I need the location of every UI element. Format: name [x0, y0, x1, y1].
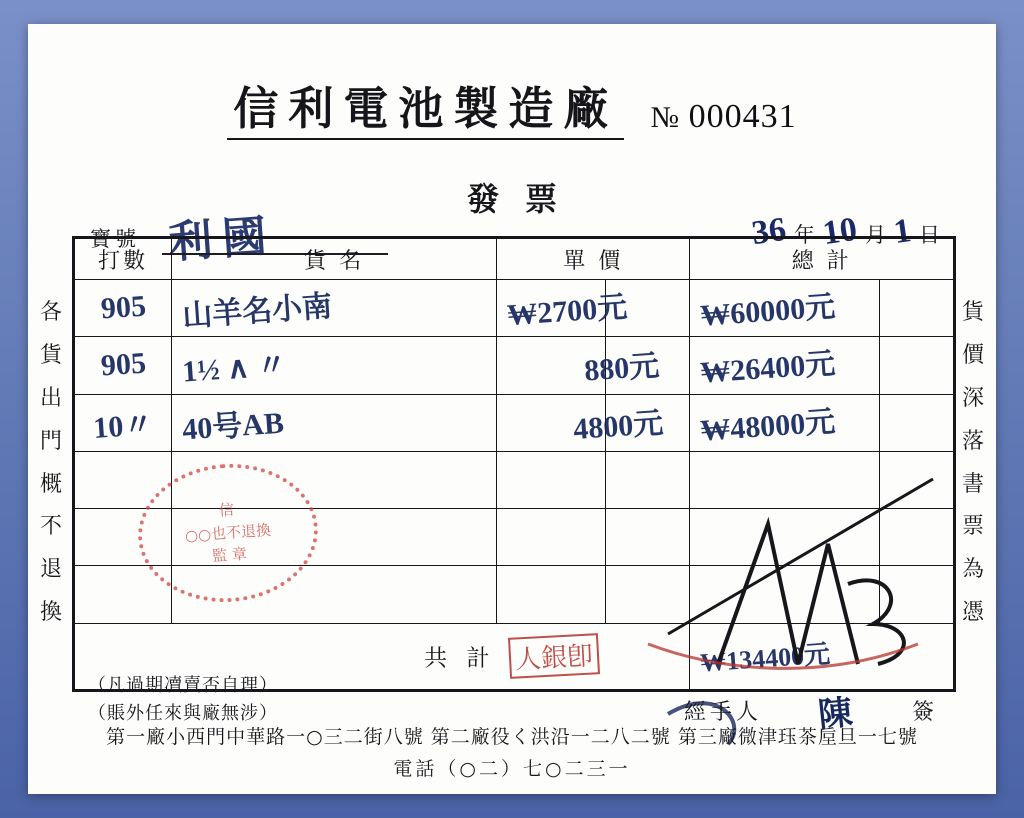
cell-qty: 905: [99, 289, 147, 326]
date-year-unit: 年: [794, 223, 815, 247]
date-day-value: 1: [891, 212, 914, 252]
cell-qty: 905: [99, 346, 147, 383]
date-day-unit: 日: [919, 223, 940, 247]
total-value: ₩134400元: [699, 639, 832, 678]
customer-name-handwritten: 利國: [166, 210, 278, 269]
cell-total: ₩48000元: [699, 404, 837, 448]
seal-line-1: 信: [218, 500, 235, 520]
date-month-unit: 月: [865, 223, 886, 247]
address-line: 第一廠小西門中華路一○三二街八號 第二廠役く洪沿一二八二號 第三廠微津珏茶垕旦一七號: [106, 726, 918, 748]
invoice-number-value: 000431: [688, 97, 797, 135]
phone-line: 電話（○二）七○二三一: [393, 758, 631, 780]
document-type: 發票: [466, 180, 583, 218]
table-row: [75, 337, 954, 394]
total-stamp: 人銀卽: [508, 633, 600, 679]
handler-label: 經手人: [683, 700, 762, 725]
cell-total: ₩60000元: [699, 290, 837, 333]
side-note-right: 貨 價 深 落 書 票 為 憑: [961, 300, 984, 626]
total-label: 共 計: [424, 645, 496, 672]
date-year-value: 36: [749, 210, 789, 253]
table-row: [75, 280, 954, 337]
column-header-total: 總 計: [690, 239, 954, 280]
seal-line-3: 監 章: [211, 545, 248, 566]
cell-price: 4800元: [572, 406, 665, 446]
customer-label: 寶號: [90, 227, 140, 251]
footer-note-2: （賬外任來與廠無涉）: [88, 702, 278, 724]
cell-price: ₩2700元: [506, 290, 629, 333]
date-month-value: 10: [820, 210, 860, 253]
column-header-price: 單 價: [496, 239, 690, 280]
footer-notes: [88, 672, 278, 728]
table-row: [75, 566, 954, 623]
cell-name: 40号AB: [181, 406, 286, 447]
cell-price: 880元: [583, 349, 661, 388]
sign-label: 簽: [911, 700, 938, 725]
side-note-left: 各 貨 出 門 概 不 退 換: [39, 300, 62, 626]
company-title: 信利電池製造廠: [227, 84, 624, 140]
cell-qty: 10〃: [92, 407, 155, 445]
title-row: [28, 84, 996, 140]
invoice-paper: [28, 24, 996, 794]
invoice-number: [650, 98, 796, 140]
table-row: [75, 394, 954, 451]
table-header-row: [75, 239, 954, 280]
items-table: [72, 236, 956, 692]
cell-name: 山羊名小南: [181, 289, 334, 334]
seal-line-2: ○○也不退換: [184, 520, 272, 545]
cell-name: 1½ ∧ 〃: [181, 348, 288, 389]
table-row: [75, 509, 954, 566]
invoice-number-label: №: [650, 100, 680, 134]
column-header-name: 貨 名: [172, 239, 497, 280]
footer-note-1: （凡過期凟賣否自理）: [88, 675, 278, 696]
handler-signature: 陳: [816, 694, 859, 735]
cell-total: ₩26400元: [699, 347, 837, 391]
table-row: [75, 451, 954, 508]
column-header-qty: 打數: [75, 239, 172, 280]
